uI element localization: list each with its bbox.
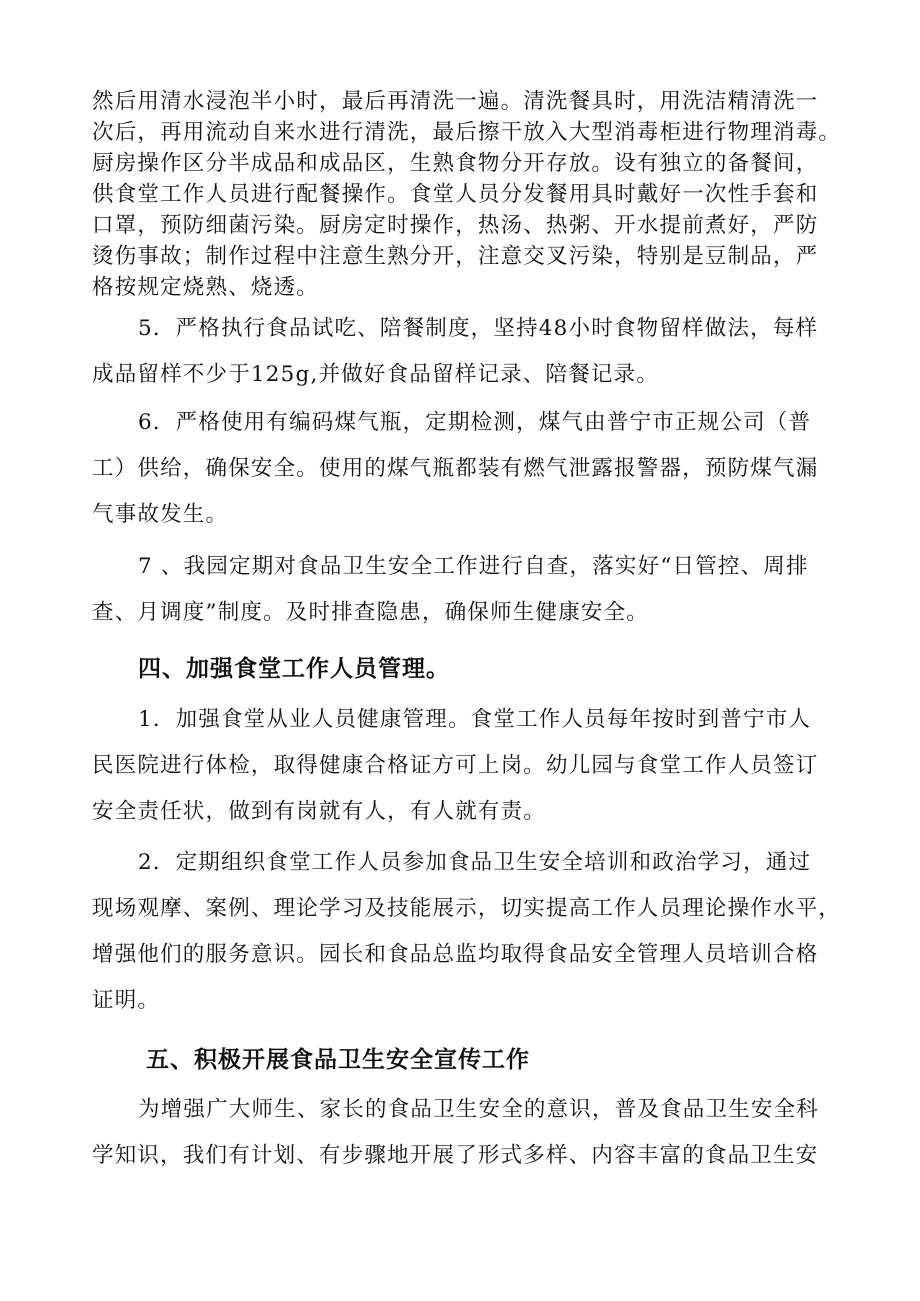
text-line: 现场观摩、案例、理论学习及技能展示，切实提高工作人员理论操作水平，	[92, 896, 842, 921]
text-line: 增强他们的服务意识。园长和食品总监均取得食品安全管理人员培训合格	[92, 942, 819, 967]
text-line: 证明。	[92, 988, 161, 1013]
text-line: 厨房操作区分半成品和成品区，生熟食物分开存放。设有独立的备餐间，	[92, 151, 819, 176]
text-line: 口罩，预防细菌污染。厨房定时操作，热汤、热粥、开水提前煮好，严防	[92, 213, 819, 238]
text-line: 安全责任状，做到有岗就有人，有人就有责。	[92, 799, 547, 824]
item-6-paragraph	[92, 400, 832, 538]
text-line: 然后用清水浸泡半小时，最后再清洗一遍。清洗餐具时，用洗洁精清洗一	[92, 89, 819, 114]
text-line: 次后，再用流动自来水进行清洗，最后擦干放入大型消毒柜进行物理消毒。	[92, 120, 842, 145]
text-line: 成品留样不少于125g,并做好食品留样记录、陪餐记录。	[92, 362, 660, 387]
item-7-paragraph	[92, 544, 832, 636]
text-line: 供食堂工作人员进行配餐操作。食堂人员分发餐用具时戴好一次性手套和	[92, 182, 819, 207]
text-line: 格按规定烧熟、烧透。	[92, 275, 320, 300]
text-line: 7 、我园定期对食品卫生安全工作进行自查，落实好“日管控、周排	[138, 554, 809, 579]
text-line: 烫伤事故；制作过程中注意生熟分开，注意交叉污染，特别是豆制品，严	[92, 244, 819, 269]
text-line: 查、月调度”制度。及时排查隐患，确保师生健康安全。	[92, 600, 649, 625]
text-line: 6．严格使用有编码煤气瓶，定期检测，煤气由普宁市正规公司（普	[138, 410, 812, 435]
intro-paragraph	[92, 86, 842, 303]
section-5-heading: 五、积极开展食品卫生安全宣传工作	[146, 1047, 530, 1073]
text-line: 气事故发生。	[92, 502, 229, 527]
text-line: 2．定期组织食堂工作人员参加食品卫生安全培训和政治学习，通过	[138, 850, 812, 875]
text-line: 民医院进行体检，取得健康合格证方可上岗。幼儿园与食堂工作人员签订	[92, 753, 819, 778]
text-line: 1．加强食堂从业人员健康管理。食堂工作人员每年按时到普宁市人	[138, 707, 812, 732]
text-line: 学知识，我们有计划、有步骤地开展了形式多样、内容丰富的食品卫生安	[92, 1143, 819, 1168]
text-line: 5．严格执行食品试吃、陪餐制度，坚持48小时食物留样做法，每样	[138, 316, 819, 341]
section-5-paragraph	[92, 1087, 832, 1179]
text-line: 为增强广大师生、家长的食品卫生安全的意识，普及食品卫生安全科	[138, 1097, 820, 1122]
section-4-item-2	[92, 840, 842, 1024]
text-line: 工）供给，确保安全。使用的煤气瓶都装有燃气泄露报警器，预防煤气漏	[92, 456, 819, 481]
section-4-heading: 四、加强食堂工作人员管理。	[138, 656, 450, 682]
item-5-paragraph	[92, 306, 832, 398]
section-4-item-1	[92, 697, 832, 835]
